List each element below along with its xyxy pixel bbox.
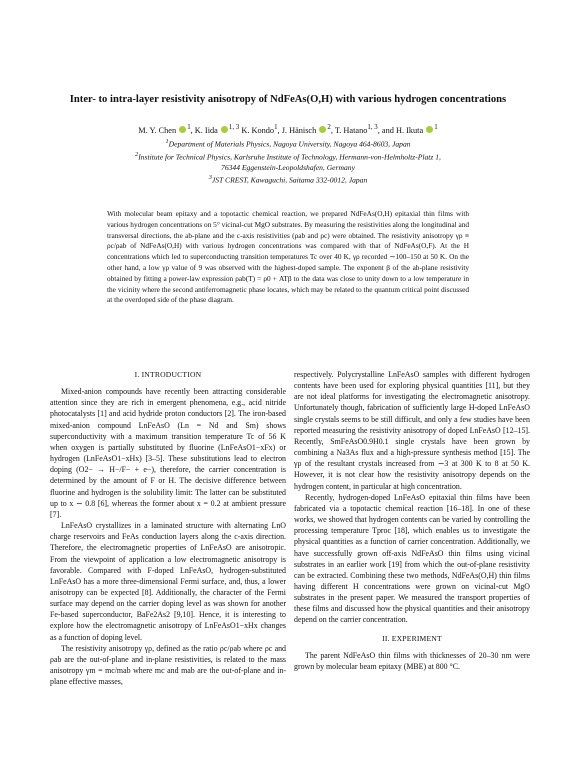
affiliation: $^2$Institute for Technical Physics, Karlsruhe Institute of Technology, Hermann-von-Helmholtz-Platz 1, <box>135 150 441 162</box>
author: K. Kondo$^1$, <box>241 124 280 135</box>
orcid-icon[interactable] <box>179 126 186 133</box>
right-column <box>294 369 530 672</box>
author: J. Hänisch $^2$, <box>281 124 333 135</box>
body-paragraph: The resistivity anisotropy γρ, defined as the ratio ρc/ρab where ρc and ρab are the out-of-plane and in-plane resistivities, is related to the mass anisotropy γm = mc/mab where mc and mab are the out-of-plane and in-plane effective masses, <box>50 643 286 687</box>
body-paragraph: Recently, hydrogen-doped LnFeAsO epitaxial thin films have been fabricated via a topotactic chemical reaction [16–18]. In one of these works, we showed that hydrogen contents can be varied by controlling the processing temperature Tproc [18], which enables us to investigate the physical quantities as a function of carrier concentration. Additionally, we have successfully grown off-axis NdFeAsO thin films using vicinal substrates in an earlier work [19] from which the out-of-plane resistivity can be extracted. Combining these two methods, NdFeAs(O,H) thin films having different H concentrations were grown on vicinal-cut MgO substrates in the present paper. We measured the transport properties of these films and discussed how the physical quantities and their anisotropy depend on the carrier concentration. <box>294 492 530 625</box>
affiliations <box>60 137 516 186</box>
body-paragraph: The parent NdFeAsO thin films with thicknesses of 20–30 nm were grown by molecular beam epitaxy (MBE) at 800 °C. <box>294 650 530 671</box>
affiliation: $^1$Department of Materials Physics, Nagoya University, Nagoya 464-8603, Japan <box>165 138 411 149</box>
abstract-text: With molecular beam epitaxy and a topotactic chemical reaction, we prepared NdFeAs(O,H) epitaxial thin films with various hydrogen concentrations on 5° vicinal-cut MgO substrates. By measuring the resistivities along the longitudinal and transversal directions, the ab-plane and the c-axis resistivities (ρab and ρc) were obtained. The resistivity anisotropy γρ ≡ ρc/ρab of NdFeAs(O,H) with various hydrogen concentrations was compared with that of NdFeAs(O,F). At the H concentrations which led to superconducting transition temperatures Tc over 40 K, γρ recorded ∼100–150 at 50 K. On the other hand, a low γρ value of 9 was observed with the highest-doped sample. The exponent β of the ab-plane resistivity obtained by fitting a power-law expression ρab(T) = ρ0 + ATβ to the data was close to unity down to a low temperature in the vicinity where the second antiferromagnetic phase locates, which may be related to the quantum critical point discussed at the overdoped side of the phase diagram. <box>107 209 470 305</box>
orcid-icon[interactable] <box>426 126 433 133</box>
author: and H. Ikuta $^1$ <box>381 124 438 135</box>
abstract <box>107 209 469 306</box>
body-paragraph: Mixed-anion compounds have recently been attracting considerable attention since they are rich in emergent phenomena, e.g., acid nitride photocatalysts [1] and acid hydride proton conductors [2]. The iron-based mixed-anion compound LnFeAsO (Ln = Nd and Sm) shows superconductivity with a maximum transition temperature Tc of 56 K when oxygen is partially substituted by fluorine (LnFeAsO1−xFx) or hydrogen (LnFeAsO1−xHx) [3–5]. These substitutions lead to electron doping (O2− → H−/F− + e−), therefore, the carrier concentration is determined by the amount of F or H. The decisive difference between fluorine and hydrogen is the solubility limit: The latter can be substituted up to x ∼ 0.8 [6], whereas the former about x = 0.2 at ambient pressure [7]. <box>50 387 286 519</box>
orcid-icon[interactable] <box>319 126 326 133</box>
author: K. Iida $^{1, 3}$ <box>194 124 240 135</box>
section-heading-experiment: II. EXPERIMENT <box>382 633 442 643</box>
author: M. Y. Chen $^1$, <box>138 124 193 135</box>
affiliation: $^3$JST CREST, Kawaguchi, Saitama 332-0012, Japan <box>208 173 368 185</box>
orcid-icon[interactable] <box>221 126 228 133</box>
section-heading-introduction: I. INTRODUCTION <box>134 370 202 379</box>
paper-title: Inter- to intra-layer resistivity anisotropy of NdFeAs(O,H) with various hydrogen concentrations <box>69 94 507 105</box>
author-list <box>40 124 536 135</box>
left-column <box>50 369 286 687</box>
affiliation: 76344 Eggenstein-Leopoldshafen, Germany <box>221 162 355 172</box>
body-paragraph: respectively. Polycrystalline LnFeAsO samples with different hydrogen contents have been used for exploring physical quantities [11], but they are not ideal platforms for investigating the electromagnetic anisotropy. Unfortunately though, fabrication of sufficiently large H-doped LnFeAsO single crystals seems to be still difficult, and only a few studies have been reported measuring the resistivity anisotropy of doped LnFeAsO [12–15]. Recently, SmFeAsO0.9H0.1 single crystals have been grown by combining a Na3As flux and a high-pressure synthesis method [15]. The γρ of the resultant crystals increased from ∼3 at 300 K to 8 at 50 K. However, it is not clear how the resistivity anisotropy depends on the hydrogen content, in particular at high concentration. <box>294 370 530 491</box>
author: T. Hatano$^{1, 3}$, <box>334 124 380 135</box>
body-paragraph: LnFeAsO crystallizes in a laminated structure with alternating LnO charge reservoirs and FeAs conduction layers along the c-axis direction. Therefore, the electromagnetic properties of LnFeAsO are anisotropic. From the viewpoint of application a low electromagnetic anisotropy is favorable. Compared with F-doped LnFeAsO, hydrogen-substituted LnFeAsO has a more three-dimensional Fermi surface, and, thus, a lower anisotropy can be expected [8]. Additionally, the character of the Fermi surface may depend on the carrier doping level as was shown for another Fe-based superconductor, BaFe2As2 [9,10]. Hence, it is interesting to explore how the electromagnetic anisotropy of LnFeAsO1−xHx changes as a function of doping level. <box>50 521 286 642</box>
